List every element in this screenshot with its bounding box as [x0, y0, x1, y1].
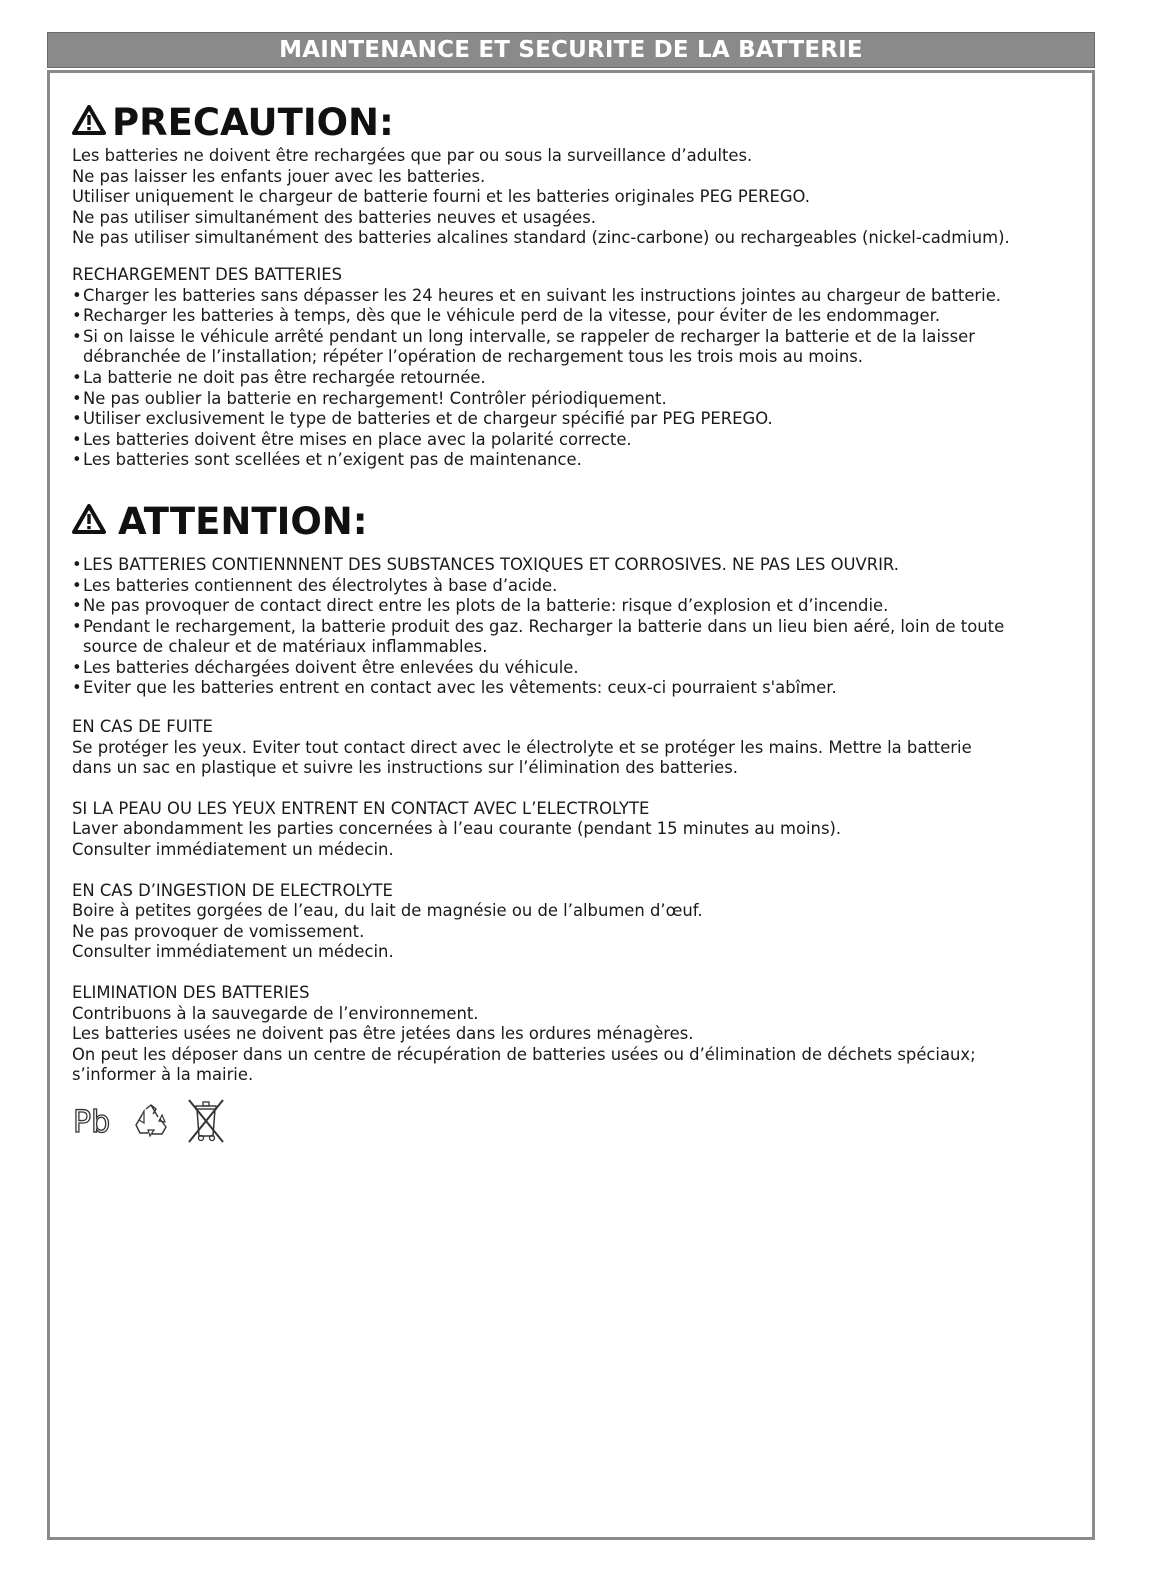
disposal-symbols: [72, 1098, 1082, 1150]
list-item: •LES BATTERIES CONTIENNNENT DES SUBSTANCES TOXIQUES ET CORROSIVES. NE PAS LES OUVRIR.: [72, 554, 899, 574]
recharge-heading: RECHARGEMENT DES BATTERIES: [72, 264, 343, 284]
precaution-line: Ne pas utiliser simultanément des batteries neuves et usagées.: [72, 207, 596, 227]
precaution-line: Ne pas laisser les enfants jouer avec les batteries.: [72, 166, 486, 186]
list-item-continuation: débranchée de l’installation; répéter l’opération de rechargement tous les trois mois au moins.: [83, 347, 863, 367]
ingestion-line: Consulter immédiatement un médecin.: [72, 942, 394, 962]
list-item-continuation: source de chaleur et de matériaux inflammables.: [83, 637, 488, 657]
attention-list: [72, 555, 1082, 699]
precaution-line: Utiliser uniquement le chargeur de batterie fourni et les batteries originales PEG PEREGO.: [72, 187, 810, 207]
elimination-line: s’informer à la mairie.: [72, 1065, 254, 1085]
fuite-heading: EN CAS DE FUITE: [72, 717, 213, 737]
precaution-title-row: [72, 100, 1082, 146]
precaution-line: Ne pas utiliser simultanément des batteries alcalines standard (zinc-carbone) ou rechargeables (nickel-cadmium).: [72, 228, 1010, 248]
recharge-list: [72, 286, 1082, 471]
list-item: •Les batteries déchargées doivent être enlevées du véhicule.: [72, 657, 579, 677]
precaution-title: PRECAUTION:: [112, 101, 394, 144]
elimination-line: Les batteries usées ne doivent pas être jetées dans les ordures ménagères.: [72, 1024, 694, 1044]
warning-icon: [72, 499, 106, 545]
precaution-text: [72, 146, 1082, 249]
list-item: •Recharger les batteries à temps, dès que le véhicule perd de la vitesse, pour éviter de les endommager.: [72, 306, 941, 326]
recycle-icon: [132, 1103, 170, 1145]
peau-heading: SI LA PEAU OU LES YEUX ENTRENT EN CONTACT AVEC L’ELECTROLYTE: [72, 798, 650, 818]
page-header: MAINTENANCE ET SECURITE DE LA BATTERIE: [47, 32, 1095, 68]
elimination-heading: ELIMINATION DES BATTERIES: [72, 983, 310, 1002]
ingestion-line: Ne pas provoquer de vomissement.: [72, 921, 365, 941]
fuite-line: dans un sac en plastique et suivre les instructions sur l’élimination des batteries.: [72, 758, 738, 778]
list-item: •Ne pas oublier la batterie en rechargement! Contrôler périodiquement.: [72, 388, 667, 408]
list-item: •Les batteries doivent être mises en place avec la polarité correcte.: [72, 429, 632, 449]
list-item: •Charger les batteries sans dépasser les 24 heures et en suivant les instructions jointes au chargeur de batterie.: [72, 285, 1002, 305]
peau-line: Laver abondamment les parties concernées à l’eau courante (pendant 15 minutes au moins).: [72, 819, 842, 839]
pb-label: Pb: [73, 1104, 111, 1138]
list-item: •Si on laisse le véhicule arrêté pendant un long intervalle, se rappeler de recharger la batterie et de la laisser: [72, 326, 975, 346]
attention-title-row: [72, 499, 1082, 545]
list-item: •Pendant le rechargement, la batterie produit des gaz. Recharger la batterie dans un lieu bien aéré, loin de toute: [72, 616, 1005, 636]
list-item: •Utiliser exclusivement le type de batteries et de chargeur spécifié par PEG PEREGO.: [72, 409, 773, 429]
list-item: •Ne pas provoquer de contact direct entre les plots de la batterie: risque d’explosion et d’incendie.: [72, 596, 889, 616]
warning-icon: [72, 100, 106, 146]
list-item: •Les batteries sont scellées et n’exigent pas de maintenance.: [72, 450, 582, 470]
list-item: •Eviter que les batteries entrent en contact avec les vêtements: ceux-ci pourraient s'abîmer.: [72, 678, 837, 698]
ingestion-line: Boire à petites gorgées de l’eau, du lait de magnésie ou de l’albumen d’œuf.: [72, 901, 703, 921]
elimination-line: Contribuons à la sauvegarde de l’environnement.: [72, 1003, 479, 1023]
attention-title: ATTENTION:: [118, 499, 368, 543]
precaution-line: Les batteries ne doivent être rechargées que par ou sous la surveillance d’adultes.: [72, 146, 753, 165]
content: [72, 100, 1082, 1150]
fuite-line: Se protéger les yeux. Eviter tout contact direct avec le électrolyte et se protéger les mains. Mettre la batterie: [72, 737, 972, 757]
ingestion-heading: EN CAS D’INGESTION DE ELECTROLYTE: [72, 880, 393, 900]
list-item: •La batterie ne doit pas être rechargée retournée.: [72, 367, 486, 387]
pb-lead-icon: [72, 1104, 116, 1144]
list-item: •Les batteries contiennent des électrolytes à base d’acide.: [72, 575, 558, 595]
crossed-bin-icon: [186, 1098, 226, 1150]
elimination-line: On peut les déposer dans un centre de récupération de batteries usées ou d’élimination de déchets spéciaux;: [72, 1044, 976, 1064]
peau-line: Consulter immédiatement un médecin.: [72, 840, 394, 860]
